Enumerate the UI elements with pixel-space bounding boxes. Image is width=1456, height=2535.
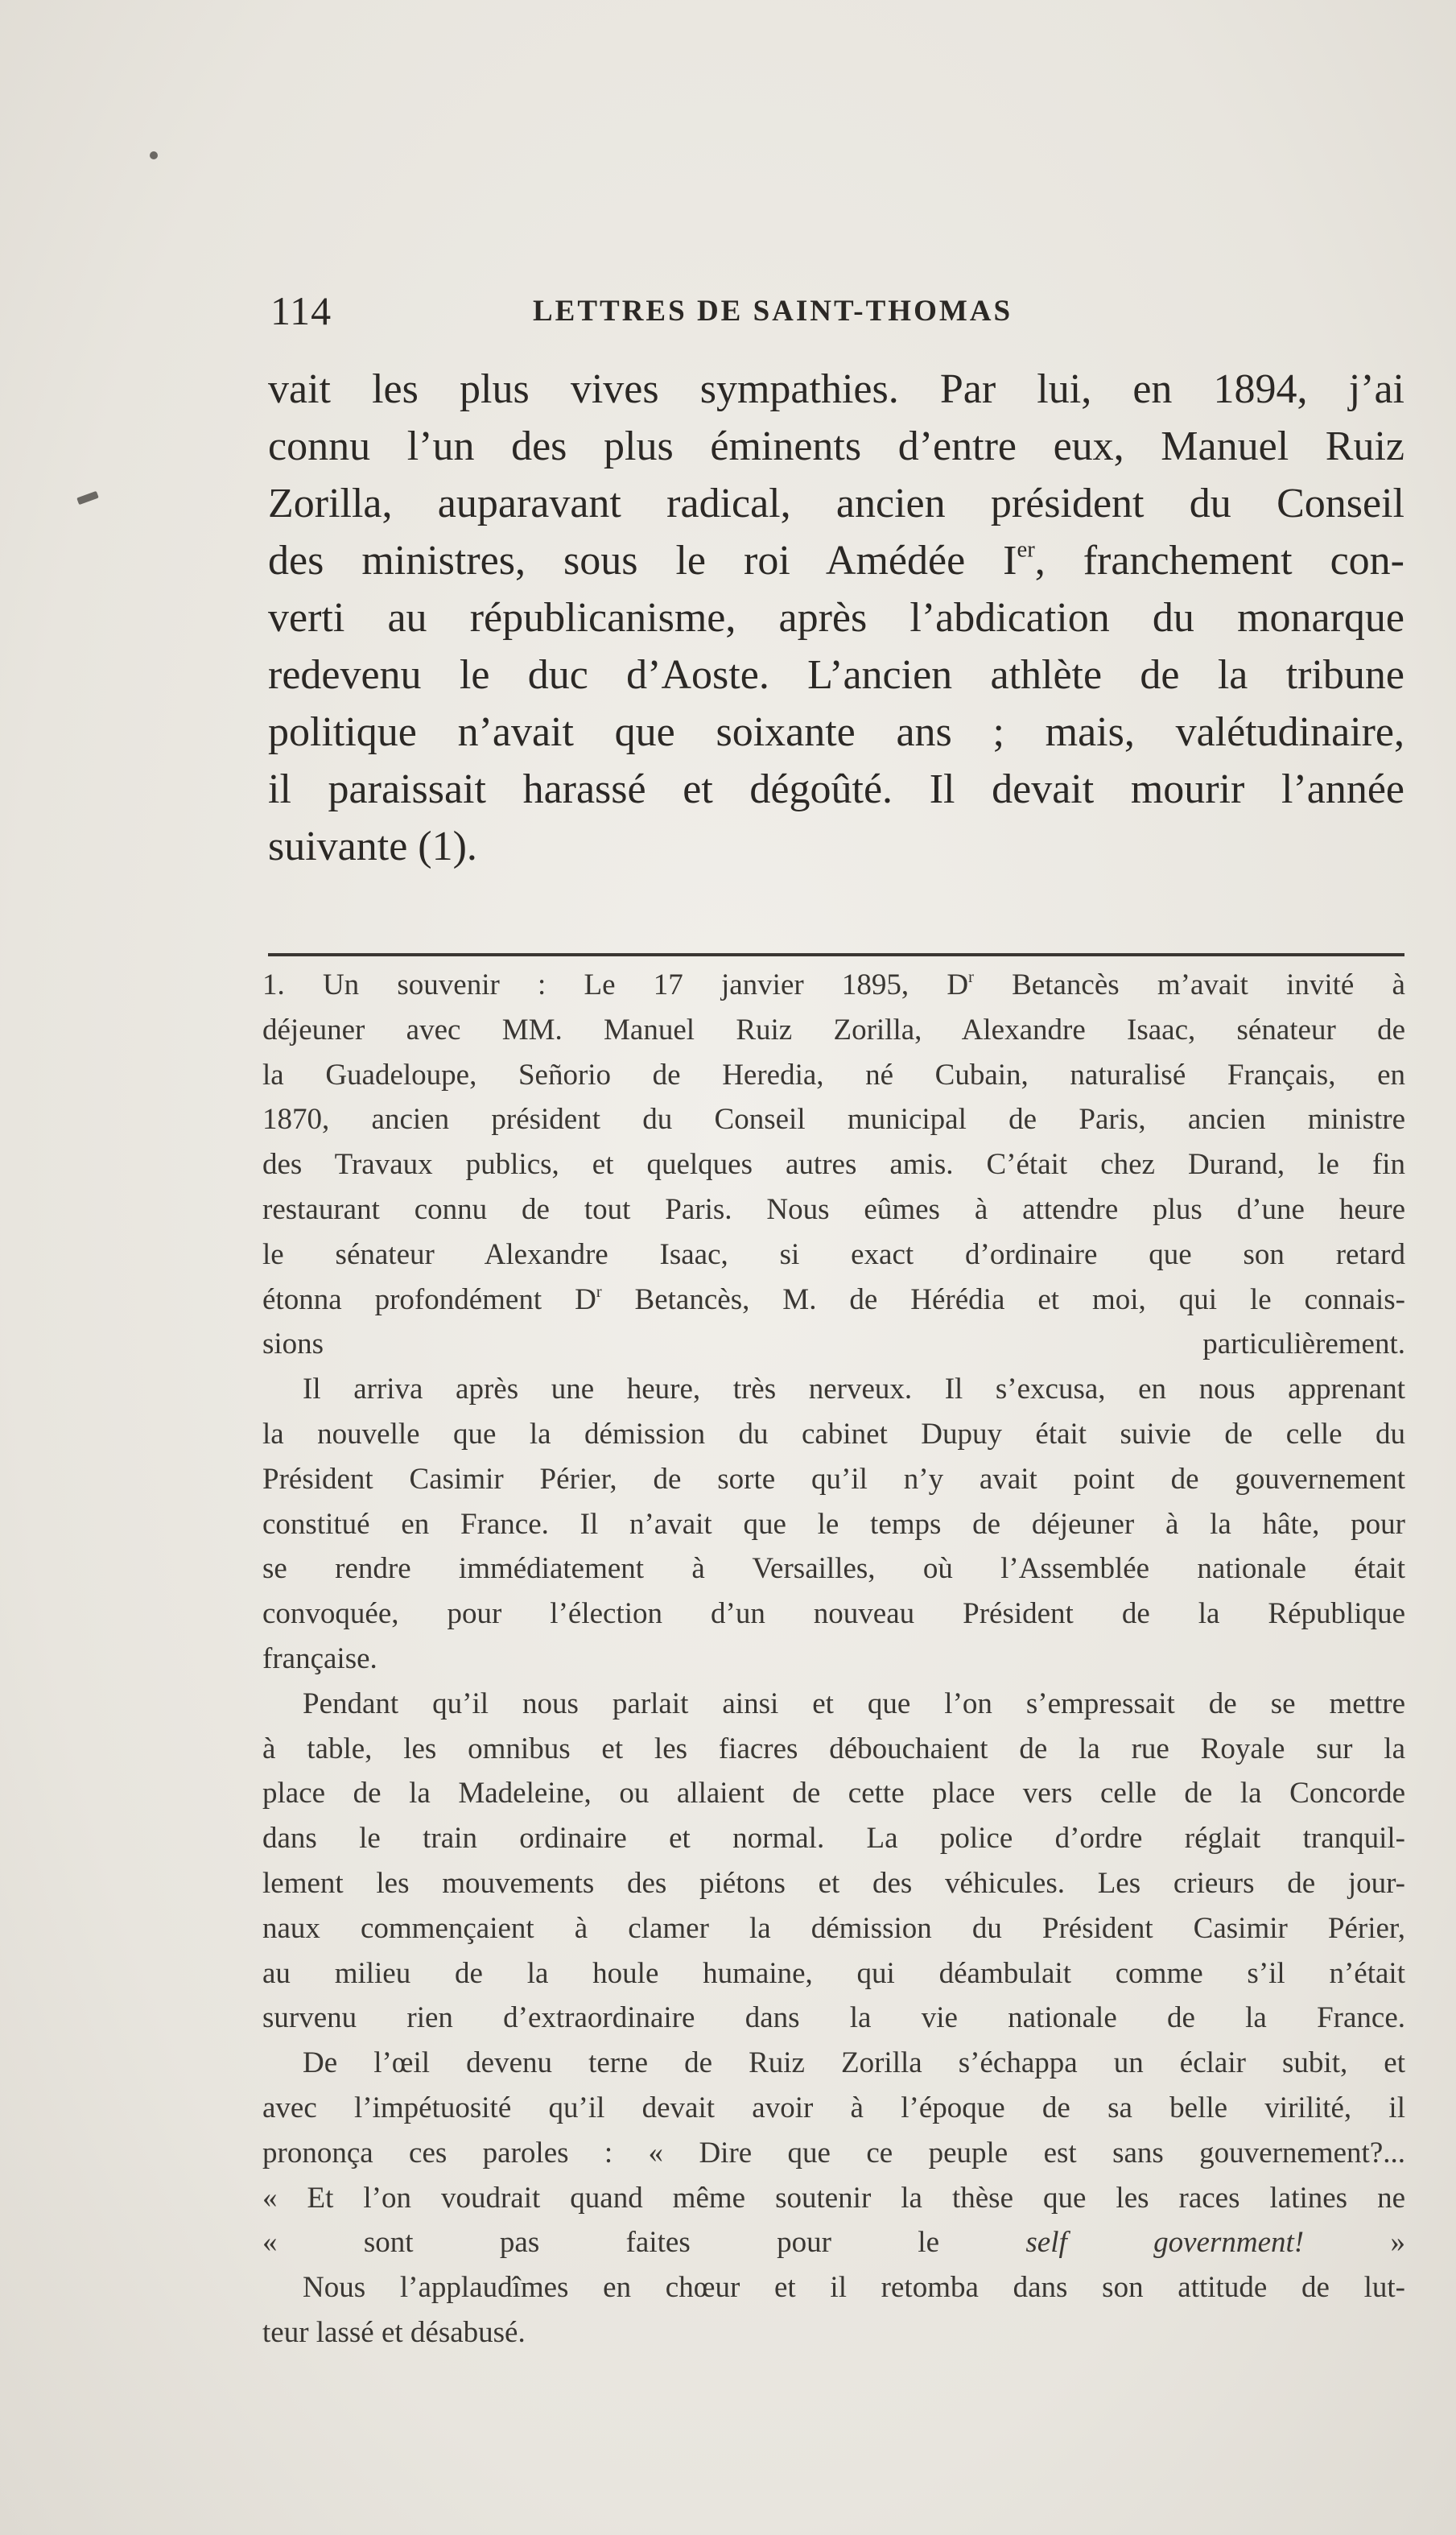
text-segment: redevenu le duc d’Aoste. L’ancien athlète de la tribune — [268, 652, 1404, 698]
footnote-line — [262, 1502, 1405, 1547]
footnote-line — [262, 1187, 1405, 1232]
text-segment: constitué en France. Il n’avait que le temps de déjeuner à la hâte, pour — [262, 1507, 1405, 1541]
footnote-line — [262, 1816, 1405, 1861]
text-segment: convoquée, pour l’élection d’un nouveau Président de la République — [262, 1597, 1405, 1631]
footnote-line — [262, 1278, 1405, 1323]
footnote-line — [262, 1142, 1405, 1187]
text-segment: « sont pas faites pour le — [262, 2226, 1026, 2260]
italic-text: self government! — [1025, 2226, 1305, 2260]
footnote-line — [262, 1951, 1405, 1996]
text-segment: Zorilla, auparavant radical, ancien président du Conseil — [268, 481, 1404, 526]
footnote-line — [262, 1996, 1405, 2041]
body-line — [268, 818, 1404, 875]
text-segment: Betancès m’avait invité à — [973, 968, 1405, 1001]
text-segment: restaurant connu de tout Paris. Nous eûmes à attendre plus d’une heure — [262, 1192, 1405, 1226]
footnote-line — [262, 2176, 1405, 2221]
text-segment: 1. Un souvenir : Le 17 janvier 1895, D — [262, 968, 969, 1001]
footnote-line — [262, 1232, 1405, 1278]
page-header — [270, 287, 1397, 335]
text-segment: » — [1304, 2226, 1405, 2260]
footnote-line — [262, 2310, 1405, 2355]
text-segment: place de la Madeleine, ou allaient de cette place vers celle de la Concorde — [262, 1777, 1405, 1810]
body-line — [268, 589, 1404, 646]
text-segment: Président Casimir Périer, de sorte qu’il n’y avait point de gouvernement — [262, 1462, 1405, 1496]
text-segment: au milieu de la houle humaine, qui déambulait comme s’il n’était — [262, 1956, 1405, 1990]
text-segment: avec l’impétuosité qu’il devait avoir à l’époque de sa belle virilité, il — [262, 2091, 1405, 2124]
text-segment: Betancès, M. de Hérédia et moi, qui le connais- — [601, 1282, 1405, 1316]
text-segment: il paraissait harassé et dégoûté. Il devait mourir l’année — [268, 766, 1404, 812]
text-segment: la nouvelle que la démission du cabinet Dupuy était suivie de celle du — [262, 1417, 1405, 1451]
text-segment: lement les mouvements des piétons et des véhicules. Les crieurs de jour- — [262, 1866, 1405, 1900]
margin-ink-mark — [76, 491, 99, 505]
superscript: r — [596, 1282, 602, 1301]
footnote-line — [262, 1861, 1405, 1906]
footnote-line — [262, 2265, 1405, 2310]
footnote-line — [262, 2131, 1405, 2176]
text-segment: 1870, ancien président du Conseil municipal de Paris, ancien ministre — [262, 1103, 1405, 1137]
footnote-line — [262, 2220, 1405, 2265]
text-segment: naux commençaient à clamer la démission du Président Casimir Périer, — [262, 1911, 1405, 1945]
footnote-line — [262, 1682, 1405, 1727]
footnote-line — [262, 1008, 1405, 1053]
footnote-line — [262, 1053, 1405, 1098]
footnote-line — [262, 1457, 1405, 1502]
margin-speck — [150, 151, 158, 159]
text-segment: « Et l’on voudrait quand même soutenir la thèse que les races latines ne — [262, 2181, 1405, 2215]
text-segment: sions particulièrement. — [262, 1327, 1405, 1361]
footnote-line — [262, 1097, 1405, 1142]
body-line — [268, 475, 1404, 532]
text-segment: déjeuner avec MM. Manuel Ruiz Zorilla, Alexandre Isaac, sénateur de — [262, 1013, 1405, 1047]
footnote-rule — [268, 953, 1404, 956]
footnote-line — [262, 2041, 1405, 2086]
text-segment: Nous l’applaudîmes en chœur et il retomba dans son attitude de lut- — [303, 2271, 1405, 2305]
text-segment: des Travaux publics, et quelques autres amis. C’était chez Durand, le fin — [262, 1148, 1405, 1182]
body-line — [268, 532, 1404, 589]
page-number: 114 — [270, 288, 332, 333]
footnote-line — [262, 1367, 1405, 1412]
footnote-line — [262, 1592, 1405, 1637]
text-segment: le sénateur Alexandre Isaac, si exact d’ordinaire que son retard — [262, 1237, 1405, 1271]
text-segment: dans le train ordinaire et normal. La police d’ordre réglait tranquil- — [262, 1822, 1405, 1856]
superscript: r — [968, 968, 974, 986]
body-line — [268, 704, 1404, 761]
body-line — [268, 418, 1404, 475]
text-segment: verti au républicanisme, après l’abdication du monarque — [268, 595, 1404, 641]
text-segment: De l’œil devenu terne de Ruiz Zorilla s’échappa un éclair subit, et — [303, 2046, 1405, 2080]
footnote-line — [262, 1546, 1405, 1592]
text-segment: connu l’un des plus éminents d’entre eux, Manuel Ruiz — [268, 423, 1404, 469]
text-segment: des ministres, sous le roi Amédée I — [268, 538, 1017, 584]
text-segment: teur lassé et désabusé. — [262, 2315, 526, 2349]
footnote-line — [262, 1412, 1405, 1457]
text-segment: vait les plus vives sympathies. Par lui, en 1894, j’ai — [268, 366, 1404, 412]
text-segment: se rendre immédiatement à Versailles, où l’Assemblée nationale était — [262, 1552, 1405, 1586]
text-segment: suivante (1). — [268, 824, 477, 869]
footnote-line — [262, 963, 1405, 1008]
text-segment: étonna profondément D — [262, 1282, 596, 1316]
running-title: LETTRES DE SAINT-THOMAS — [533, 295, 1013, 328]
text-segment: Pendant qu’il nous parlait ainsi et que l’on s’empressait de se mettre — [303, 1687, 1405, 1720]
footnote-line — [262, 1637, 1405, 1682]
text-segment: à table, les omnibus et les fiacres débouchaient de la rue Royale sur la — [262, 1732, 1405, 1765]
text-segment: prononça ces paroles : « Dire que ce peuple est sans gouvernement?... — [262, 2136, 1405, 2170]
text-segment: survenu rien d’extraordinaire dans la vie nationale de la France. — [262, 2001, 1405, 2035]
footnote-line — [262, 1727, 1405, 1772]
text-segment: Il arriva après une heure, très nerveux. Il s’excusa, en nous apprenant — [303, 1373, 1405, 1406]
text-segment: politique n’avait que soixante ans ; mais, valétudinaire, — [268, 709, 1404, 755]
body-line — [268, 761, 1404, 818]
text-segment: , franchement con- — [1034, 538, 1404, 584]
footnote-line — [262, 2086, 1405, 2131]
text-segment: la Guadeloupe, Señorio de Heredia, né Cubain, naturalisé Français, en — [262, 1058, 1405, 1092]
body-line — [268, 646, 1404, 704]
footnote-line — [262, 1906, 1405, 1951]
footnote-line — [262, 1322, 1405, 1367]
body-text — [268, 361, 1404, 875]
superscript: er — [1017, 537, 1035, 563]
footnote — [262, 963, 1405, 2355]
body-line — [268, 361, 1404, 418]
footnote-line — [262, 1771, 1405, 1816]
text-segment: française. — [262, 1641, 377, 1675]
